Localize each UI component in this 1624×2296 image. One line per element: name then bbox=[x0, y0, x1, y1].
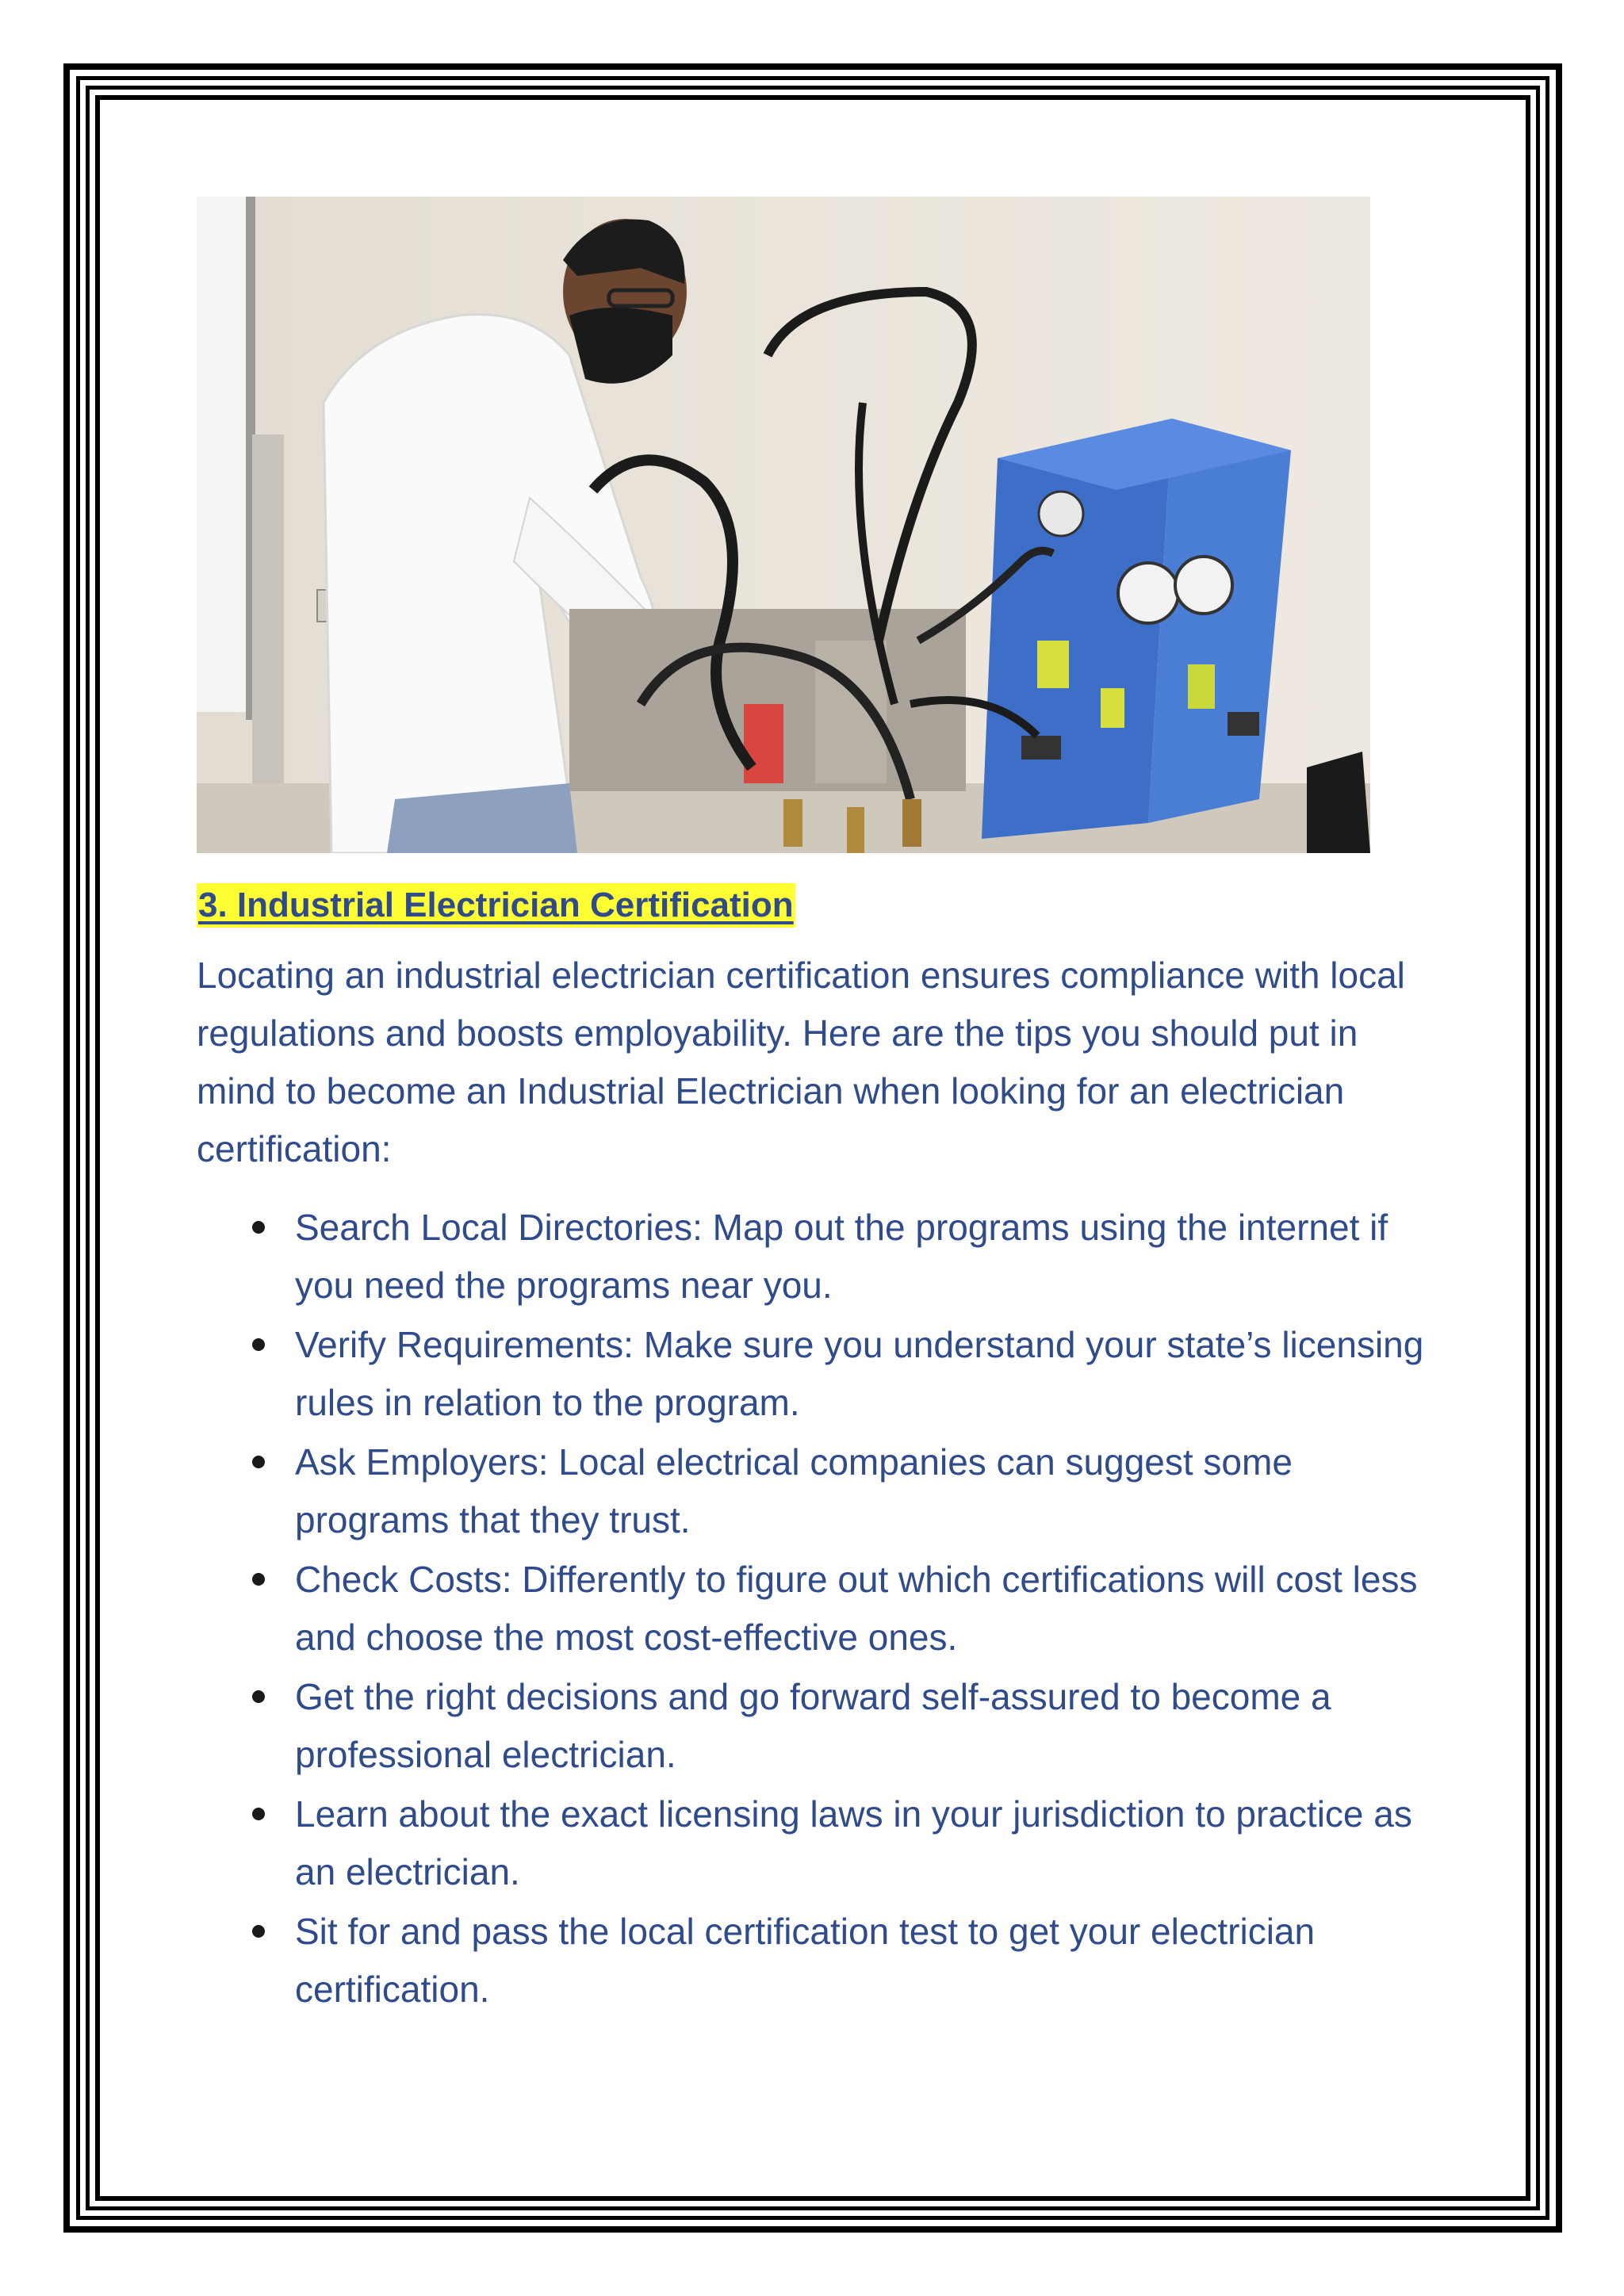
bullet-icon bbox=[252, 1456, 265, 1468]
list-item bbox=[295, 1199, 1434, 1314]
list-item bbox=[295, 1668, 1434, 1784]
list-item-text: Check Costs: Differently to figure out which certifications will cost less and choose the most cost-effective ones. bbox=[295, 1559, 1418, 1658]
bullet-icon bbox=[252, 1925, 265, 1938]
list-item bbox=[295, 1551, 1434, 1667]
bullet-icon bbox=[252, 1573, 265, 1586]
tips-list bbox=[197, 1199, 1434, 2019]
intro-paragraph: Locating an industrial electrician certification ensures compliance with local regulations and boosts employability. Here are the tips you should put in mind to become an Industrial Electrician when looking for an electrician certification: bbox=[197, 955, 1405, 1169]
list-item-text: Ask Employers: Local electrical companies can suggest some programs that they trust. bbox=[295, 1441, 1293, 1540]
section-heading: 3. Industrial Electrician Certification bbox=[197, 883, 795, 928]
list-item bbox=[295, 1785, 1434, 1901]
list-item bbox=[295, 1316, 1434, 1432]
list-item-text: Verify Requirements: Make sure you understand your state’s licensing rules in relation to the program. bbox=[295, 1324, 1424, 1423]
list-item-text: Get the right decisions and go forward self-assured to become a professional electrician. bbox=[295, 1676, 1331, 1775]
photo-electrician-training bbox=[197, 197, 1370, 853]
photo-illustration bbox=[197, 197, 1370, 853]
bullet-icon bbox=[252, 1808, 265, 1820]
list-item-text: Search Local Directories: Map out the programs using the internet if you need the programs near you. bbox=[295, 1207, 1388, 1306]
document-content bbox=[197, 197, 1434, 2020]
list-item bbox=[295, 1903, 1434, 2019]
list-item-text: Learn about the exact licensing laws in your jurisdiction to practice as an electrician. bbox=[295, 1793, 1412, 1892]
bullet-icon bbox=[252, 1338, 265, 1351]
list-item bbox=[295, 1433, 1434, 1549]
list-item-text: Sit for and pass the local certification test to get your electrician certification. bbox=[295, 1911, 1316, 2010]
bullet-icon bbox=[252, 1690, 265, 1703]
bullet-icon bbox=[252, 1221, 265, 1234]
